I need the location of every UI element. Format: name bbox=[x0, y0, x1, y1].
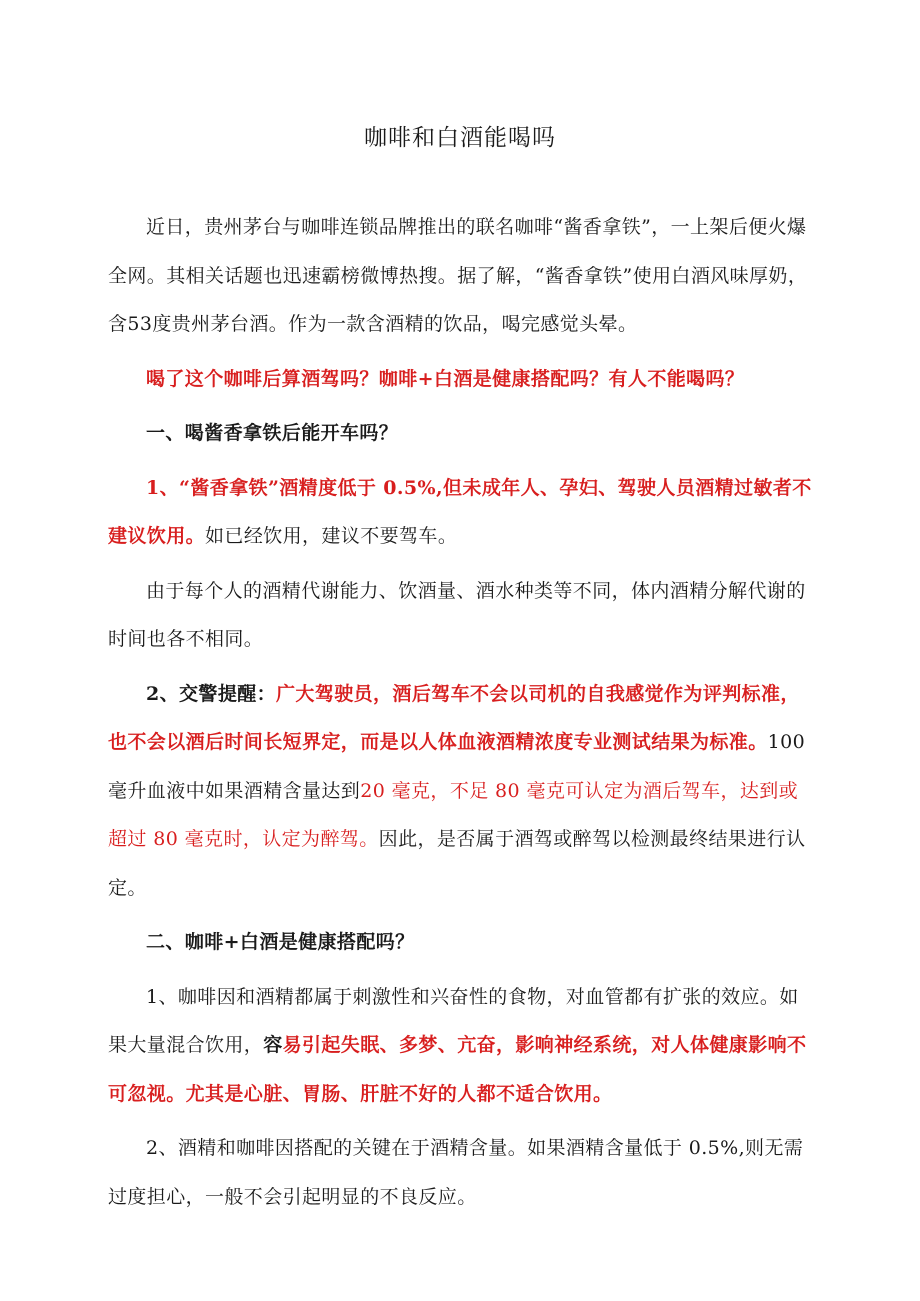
point2-plain-1: 100毫升血液中如果酒精含量达到 bbox=[108, 731, 806, 802]
questions-line: 喝了这个咖啡后算酒驾吗？咖啡+白酒是健康搭配吗？有人不能喝吗？ bbox=[146, 367, 745, 390]
s2-point1-bold: 容 bbox=[263, 1034, 283, 1056]
section1-point2 bbox=[108, 670, 812, 913]
point2-label: 2、交警提醒： bbox=[146, 682, 277, 705]
s2-point1-highlight: 易引起失眠、多梦、亢奋，影响神经系统，对人体健康影响不可忽视。尤其是心脏、胃肠、肝脏不好的人都不适合饮用。 bbox=[108, 1034, 807, 1105]
section1-heading: 一、喝酱香拿铁后能开车吗？ bbox=[146, 422, 399, 444]
section2-point2: 2、酒精和咖啡因搭配的关键在于酒精含量。如果酒精含量低于 0.5%,则无需过度担心，一般不会引起明显的不良反应。 bbox=[108, 1137, 804, 1208]
point1-highlight: 1、“酱香拿铁”酒精度低于 0.5%,但未成年人、孕妇、驾驶人员酒精过敏者不建议饮用。 bbox=[108, 476, 812, 547]
section2-heading: 二、咖啡+白酒是健康搭配吗？ bbox=[146, 931, 415, 953]
point1-rest: 如已经饮用，建议不要驾车。 bbox=[205, 525, 458, 547]
page-title: 咖啡和白酒能喝吗 bbox=[364, 125, 556, 151]
point2-plain-2: 因此，是否属于酒驾或醉驾以检测最终结果进行认定。 bbox=[108, 828, 806, 899]
section2-point1 bbox=[108, 973, 812, 1119]
point2-highlight: 广大驾驶员，酒后驾车不会以司机的自我感觉作为评判标准，也不会以酒后时间长短界定，而是以人体血液酒精浓度专业测试结果为标准。 bbox=[108, 682, 800, 753]
section1-point1 bbox=[108, 464, 812, 561]
point2-red-plain: 20 毫克，不足 80 毫克可认定为酒后驾车，达到或超过 80 毫克时，认定为醉驾。 bbox=[108, 779, 799, 850]
s2-point1-plain: 1、咖啡因和酒精都属于刺激性和兴奋性的食物，对血管都有扩张的效应。如果大量混合饮用， bbox=[108, 985, 799, 1056]
intro-paragraph: 近日，贵州茅台与咖啡连锁品牌推出的联名咖啡“酱香拿铁”，一上架后便火爆全网。其相关话题也迅速霸榜微博热搜。据了解，“酱香拿铁”使用白酒风味厚奶，含53度贵州茅台酒。作为一款含酒精的饮品，喝完感觉头晕。 bbox=[108, 216, 808, 335]
section1-para2: 由于每个人的酒精代谢能力、饮酒量、酒水种类等不同，体内酒精分解代谢的时间也各不相同。 bbox=[108, 579, 806, 650]
